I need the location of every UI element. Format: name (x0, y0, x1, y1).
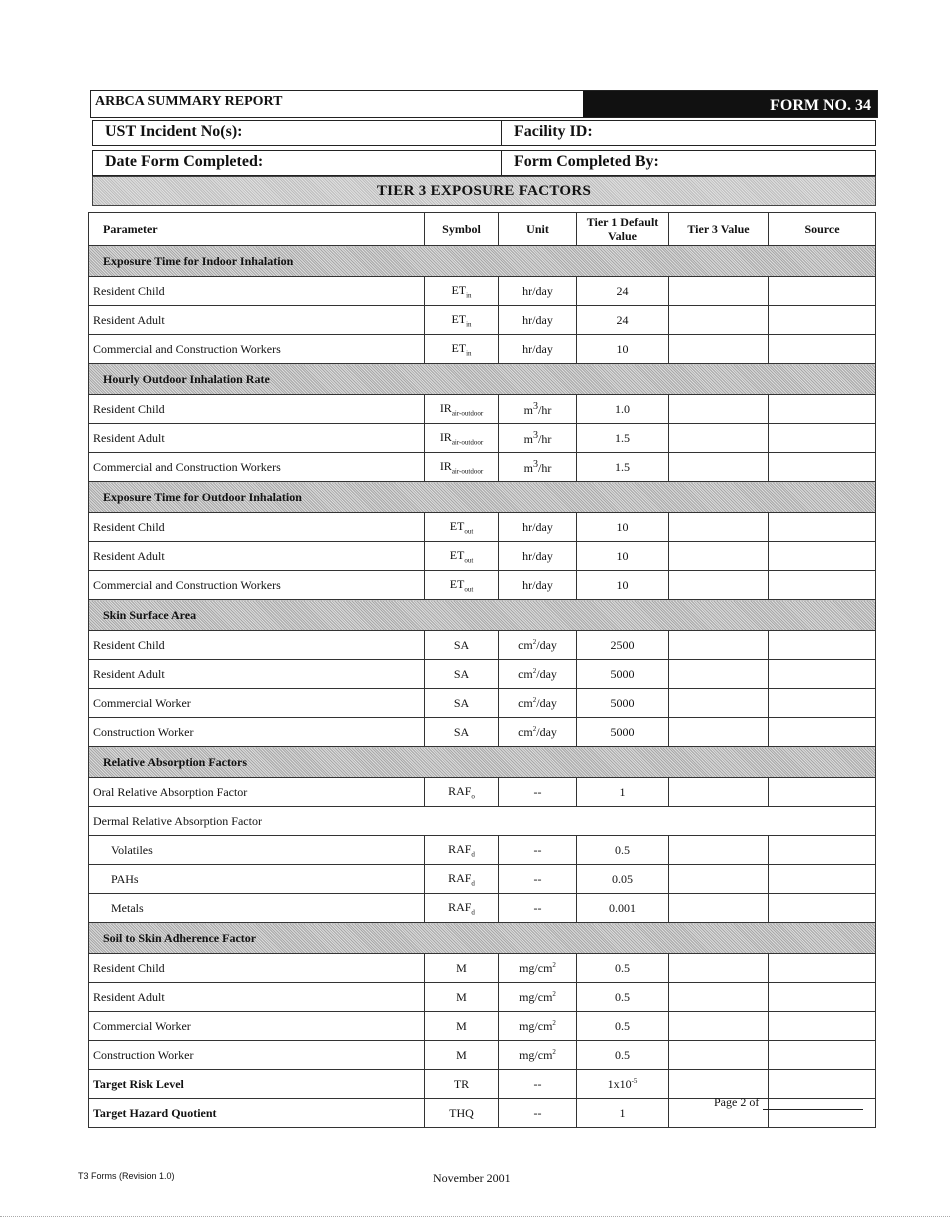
unit-cell: $mg/cm^2$ (499, 983, 577, 1012)
unit-cell: -- (499, 836, 577, 865)
tier1-value: 10 (577, 513, 669, 542)
symbol-cell: $ET_{in}$ (425, 335, 499, 364)
revision-label: T3 Forms (Revision 1.0) (78, 1171, 175, 1181)
source-input[interactable] (769, 836, 876, 865)
tier1-value: $1x10^{-5}$ (577, 1070, 669, 1099)
page-total-field[interactable] (763, 1109, 863, 1110)
tier1-value: 0.5 (577, 983, 669, 1012)
tier1-value: 0.5 (577, 1041, 669, 1070)
param-label: Construction Worker (89, 1041, 425, 1070)
page-number (714, 1095, 863, 1110)
tier3-input[interactable] (669, 306, 769, 335)
group-adherence: Soil to Skin Adherence Factor (89, 923, 876, 954)
tier1-value: 5000 (577, 660, 669, 689)
group-row (89, 600, 876, 631)
tier3-input[interactable] (669, 983, 769, 1012)
symbol-cell: $ET_{out}$ (425, 542, 499, 571)
unit-cell: $m^3/hr$ (499, 424, 577, 453)
symbol-cell: $RAF_o$ (425, 778, 499, 807)
col-tier1: Tier 1 Default Value (577, 213, 669, 246)
tier3-input[interactable] (669, 718, 769, 747)
form-number: FORM NO. 34 (583, 91, 877, 117)
source-input[interactable] (769, 306, 876, 335)
tier1-value: 10 (577, 542, 669, 571)
unit-cell: hr/day (499, 571, 577, 600)
symbol-cell: $ET_{in}$ (425, 277, 499, 306)
tier1-value: 0.05 (577, 865, 669, 894)
page-label: Page 2 of (714, 1095, 760, 1109)
symbol-cell: $RAF_d$ (425, 894, 499, 923)
tier1-value: 5000 (577, 718, 669, 747)
param-label: Target Risk Level (89, 1070, 425, 1099)
param-label: Resident Adult (89, 983, 425, 1012)
table-row (89, 689, 876, 718)
group-row (89, 246, 876, 277)
unit-cell: -- (499, 778, 577, 807)
group-row (89, 747, 876, 778)
tier3-input[interactable] (669, 894, 769, 923)
symbol-cell: $ET_{out}$ (425, 571, 499, 600)
col-parameter: Parameter (89, 213, 425, 246)
tier3-input[interactable] (669, 571, 769, 600)
tier3-input[interactable] (669, 865, 769, 894)
tier3-input[interactable] (669, 836, 769, 865)
param-label: Resident Adult (89, 306, 425, 335)
symbol-cell: SA (425, 689, 499, 718)
tier3-input[interactable] (669, 542, 769, 571)
source-input[interactable] (769, 513, 876, 542)
symbol-cell: M (425, 1012, 499, 1041)
source-input[interactable] (769, 395, 876, 424)
col-unit: Unit (499, 213, 577, 246)
tier1-value: 24 (577, 277, 669, 306)
symbol-cell: $IR_{air-outdoor}$ (425, 395, 499, 424)
tier3-input[interactable] (669, 660, 769, 689)
tier1-value: 2500 (577, 631, 669, 660)
param-label: Commercial and Construction Workers (89, 453, 425, 482)
param-label: Commercial and Construction Workers (89, 571, 425, 600)
source-input[interactable] (769, 542, 876, 571)
tier1-value: 10 (577, 571, 669, 600)
unit-cell: -- (499, 894, 577, 923)
tier3-input[interactable] (669, 1041, 769, 1070)
table-row (89, 277, 876, 306)
tier1-value: 1.5 (577, 453, 669, 482)
tier1-value: 1.5 (577, 424, 669, 453)
tier1-value: 10 (577, 335, 669, 364)
tier3-input[interactable] (669, 631, 769, 660)
source-input[interactable] (769, 689, 876, 718)
source-input[interactable] (769, 424, 876, 453)
tier3-input[interactable] (669, 395, 769, 424)
unit-cell: $cm^2$/day (499, 718, 577, 747)
unit-cell: $cm^2$/day (499, 689, 577, 718)
unit-cell: hr/day (499, 335, 577, 364)
tier1-value: 0.001 (577, 894, 669, 923)
scan-edge-divider (0, 1216, 950, 1217)
param-label: Volatiles (89, 836, 425, 865)
tier1-value: 24 (577, 306, 669, 335)
param-label: Resident Child (89, 513, 425, 542)
table-row (89, 718, 876, 747)
param-label: Resident Child (89, 631, 425, 660)
group-row (89, 364, 876, 395)
source-input[interactable] (769, 778, 876, 807)
param-label: Construction Worker (89, 718, 425, 747)
source-input[interactable] (769, 571, 876, 600)
source-input[interactable] (769, 631, 876, 660)
table-row (89, 983, 876, 1012)
unit-cell: $cm^2$/day (499, 660, 577, 689)
unit-cell: $mg/cm^2$ (499, 1041, 577, 1070)
symbol-cell: SA (425, 718, 499, 747)
unit-cell: $m^3/hr$ (499, 453, 577, 482)
param-label: PAHs (89, 865, 425, 894)
section-title: TIER 3 EXPOSURE FACTORS (92, 176, 876, 206)
symbol-cell: M (425, 1041, 499, 1070)
table-row (89, 395, 876, 424)
tier1-value: 1 (577, 1099, 669, 1128)
unit-cell: hr/day (499, 277, 577, 306)
tier3-input[interactable] (669, 954, 769, 983)
source-input[interactable] (769, 865, 876, 894)
table-row (89, 424, 876, 453)
symbol-cell: $RAF_d$ (425, 836, 499, 865)
table-row (89, 894, 876, 923)
param-label: Resident Adult (89, 542, 425, 571)
param-label: Commercial Worker (89, 689, 425, 718)
tier3-input[interactable] (669, 778, 769, 807)
table-row (89, 453, 876, 482)
table-header-row (89, 213, 876, 246)
param-label: Target Hazard Quotient (89, 1099, 425, 1128)
tier1-value: 1 (577, 778, 669, 807)
symbol-cell: M (425, 954, 499, 983)
tier1-value: 0.5 (577, 1012, 669, 1041)
group-indoor: Exposure Time for Indoor Inhalation (89, 246, 876, 277)
tier3-input[interactable] (669, 689, 769, 718)
symbol-cell: M (425, 983, 499, 1012)
source-input[interactable] (769, 335, 876, 364)
source-input[interactable] (769, 983, 876, 1012)
source-input[interactable] (769, 1012, 876, 1041)
table-row (89, 513, 876, 542)
table-row (89, 836, 876, 865)
symbol-cell: $IR_{air-outdoor}$ (425, 424, 499, 453)
unit-cell: $mg/cm^2$ (499, 954, 577, 983)
facility-id-field[interactable]: Facility ID: (514, 123, 593, 140)
param-label: Metals (89, 894, 425, 923)
date-completed-row (92, 150, 876, 176)
table-row (89, 306, 876, 335)
table-row (89, 542, 876, 571)
symbol-cell: $RAF_d$ (425, 865, 499, 894)
param-label: Commercial and Construction Workers (89, 335, 425, 364)
tier3-input[interactable] (669, 453, 769, 482)
ust-incident-field[interactable]: UST Incident No(s): (93, 121, 502, 145)
symbol-cell: $ET_{out}$ (425, 513, 499, 542)
source-input[interactable] (769, 660, 876, 689)
tier1-value: 0.5 (577, 954, 669, 983)
table-row (89, 571, 876, 600)
symbol-cell: $IR_{air-outdoor}$ (425, 453, 499, 482)
source-input[interactable] (769, 954, 876, 983)
group-row (89, 923, 876, 954)
table-row (89, 660, 876, 689)
param-label: Commercial Worker (89, 1012, 425, 1041)
source-input[interactable] (769, 718, 876, 747)
report-title: ARBCA SUMMARY REPORT (95, 94, 283, 109)
footer-date: November 2001 (433, 1171, 511, 1185)
group-outdoor-time: Exposure Time for Outdoor Inhalation (89, 482, 876, 513)
source-input[interactable] (769, 453, 876, 482)
date-completed-field[interactable]: Date Form Completed: (93, 151, 502, 175)
symbol-cell: SA (425, 660, 499, 689)
tier1-value: 0.5 (577, 836, 669, 865)
tier1-value: 1.0 (577, 395, 669, 424)
unit-cell: $mg/cm^2$ (499, 1012, 577, 1041)
param-label: Resident Adult (89, 660, 425, 689)
symbol-cell: TR (425, 1070, 499, 1099)
unit-cell: hr/day (499, 306, 577, 335)
source-input[interactable] (769, 894, 876, 923)
unit-cell: -- (499, 1099, 577, 1128)
table-row (89, 1041, 876, 1070)
unit-cell: -- (499, 865, 577, 894)
tier3-input[interactable] (669, 1012, 769, 1041)
group-row (89, 482, 876, 513)
table-row (89, 1012, 876, 1041)
unit-cell: hr/day (499, 542, 577, 571)
param-label: Resident Adult (89, 424, 425, 453)
param-label: Dermal Relative Absorption Factor (89, 807, 876, 836)
table-row (89, 631, 876, 660)
source-input[interactable] (769, 1041, 876, 1070)
source-input[interactable] (769, 277, 876, 306)
table-row (89, 865, 876, 894)
table-row (89, 807, 876, 836)
col-tier3: Tier 3 Value (669, 213, 769, 246)
tier3-input[interactable] (669, 424, 769, 453)
ust-facility-row (92, 120, 876, 146)
param-label: Resident Child (89, 277, 425, 306)
tier3-input[interactable] (669, 335, 769, 364)
completed-by-field[interactable]: Form Completed By: (514, 153, 659, 170)
exposure-factors-table (88, 212, 876, 1128)
unit-cell: $m^3/hr$ (499, 395, 577, 424)
unit-cell: $cm^2$/day (499, 631, 577, 660)
symbol-cell: $ET_{in}$ (425, 306, 499, 335)
param-label: Resident Child (89, 395, 425, 424)
col-symbol: Symbol (425, 213, 499, 246)
param-label: Oral Relative Absorption Factor (89, 778, 425, 807)
unit-cell: hr/day (499, 513, 577, 542)
unit-cell: -- (499, 1070, 577, 1099)
report-header (90, 90, 878, 118)
col-source: Source (769, 213, 876, 246)
symbol-cell: SA (425, 631, 499, 660)
group-outdoor-rate: Hourly Outdoor Inhalation Rate (89, 364, 876, 395)
table-row (89, 954, 876, 983)
table-row (89, 778, 876, 807)
table-row (89, 335, 876, 364)
tier1-value: 5000 (577, 689, 669, 718)
symbol-cell: THQ (425, 1099, 499, 1128)
group-absorption: Relative Absorption Factors (89, 747, 876, 778)
tier3-input[interactable] (669, 277, 769, 306)
tier3-input[interactable] (669, 513, 769, 542)
group-skin: Skin Surface Area (89, 600, 876, 631)
param-label: Resident Child (89, 954, 425, 983)
